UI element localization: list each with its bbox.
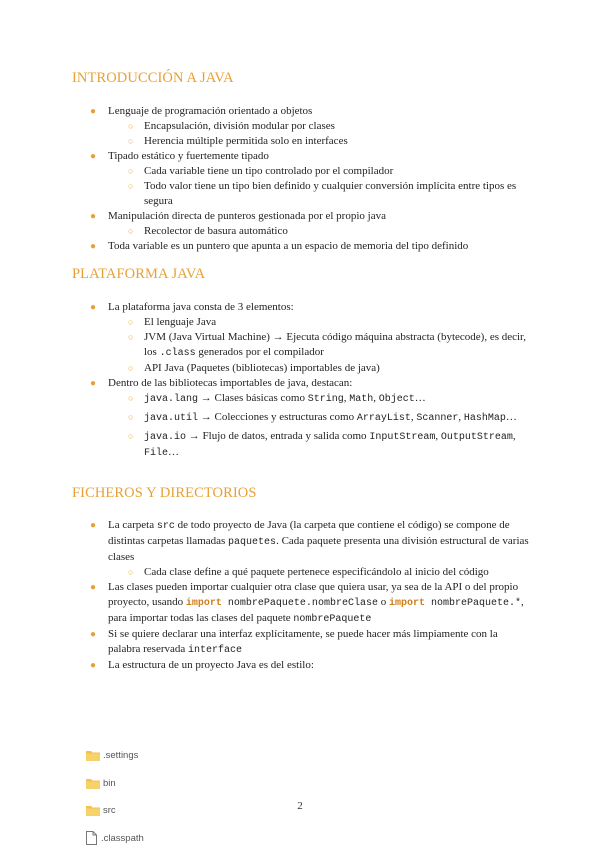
circle-bullet-icon: ○ <box>128 567 134 577</box>
bullet-icon: ● <box>90 629 97 640</box>
circle-bullet-icon: ○ <box>128 166 134 176</box>
circle-bullet-icon: ○ <box>128 332 134 342</box>
circle-bullet-icon: ○ <box>128 226 134 236</box>
circle-bullet-icon: ○ <box>128 181 134 191</box>
circle-bullet-icon: ○ <box>128 363 134 373</box>
list-item: ● Tipado estático y fuertemente tipado ○ Cada variable tiene un tipo controlado por el compilador ○ Todo valor tiene un tipo bien definido y cualquier conversión implícita entre tipos es segura <box>72 149 532 209</box>
sub-list-item: ○ JVM (Java Virtual Machine) → Ejecuta código máquina abstracta (bytecode), es decir, los .class generados por el compilador <box>128 331 527 359</box>
tree-item-label: bin <box>103 778 116 789</box>
sub-list-item: ○ Recolector de basura automático <box>128 225 288 237</box>
tree-item-settings <box>86 750 138 761</box>
bullet-icon: ● <box>90 151 97 162</box>
section-title-intro: INTRODUCCIÓN A JAVA <box>72 70 234 86</box>
tree-item-bin <box>86 778 116 789</box>
list-item: ● Las clases pueden importar cualquier otra clase que quiera usar, ya sea de la API o del propio proyecto, usando import nombrePaquete.nombreClase o import nombrePaquete.*, para importar todas las clases del paquete nombrePaquete <box>90 581 524 625</box>
circle-bullet-icon: ○ <box>128 136 134 146</box>
bullet-icon: ● <box>90 241 97 252</box>
list-item: ● La estructura de un proyecto Java es del estilo: <box>90 659 314 671</box>
bullet-icon: ● <box>90 520 97 531</box>
list-item: ● Manipulación directa de punteros gestionada por el propio java ○ Recolector de basura automático <box>72 209 532 239</box>
tree-item-label: .classpath <box>101 832 144 844</box>
bullet-icon: ● <box>90 302 97 313</box>
sub-list-item: ○ Encapsulación, división modular por clases <box>128 120 335 132</box>
circle-bullet-icon: ○ <box>128 412 134 422</box>
section-title-files: FICHEROS Y DIRECTORIOS <box>72 485 257 501</box>
circle-bullet-icon: ○ <box>128 121 134 131</box>
list-item: ● Toda variable es un puntero que apunta a un espacio de memoria del tipo definido <box>90 240 469 252</box>
sub-list-item: ○ Herencia múltiple permitida solo en interfaces <box>128 135 348 147</box>
sub-list-item: ○ java.io → Flujo de datos, entrada y salida como InputStream, OutputStream, File… <box>128 430 516 459</box>
circle-bullet-icon: ○ <box>128 431 134 441</box>
circle-bullet-icon: ○ <box>128 317 134 327</box>
sub-list-item: ○ Cada clase define a qué paquete pertenece especificándolo al inicio del código <box>128 566 489 578</box>
sub-list-item: ○ java.util → Colecciones y estructuras como ArrayList, Scanner, HashMap… <box>128 411 517 424</box>
tree-item-label: src <box>103 805 116 816</box>
page-number: 2 <box>297 800 303 812</box>
list-item: ● La plataforma java consta de 3 elementos: ○ El lenguaje Java ○ JVM (Java Virtual Machine) → Ejecuta código máquina abstracta (bytecode), es decir, los .class generados por el compilador ○ API Java (Paquetes (bibliotecas) importables de java) <box>72 300 532 376</box>
list-item: ● La carpeta src de todo proyecto de Java (la carpeta que contiene el código) se compone de distintas carpetas llamadas paquetes. Cada paquete presenta una división estructural de varias clases ○ Cada clase define a qué paquete pertenece especificándolo al inicio del código <box>72 518 532 580</box>
circle-bullet-icon: ○ <box>128 393 134 403</box>
platform-list <box>72 300 532 461</box>
sub-list-item: ○ Cada variable tiene un tipo controlado por el compilador <box>128 165 394 177</box>
sub-list-item: ○ El lenguaje Java <box>128 316 217 328</box>
sub-list-item: ○ java.lang → Clases básicas como String, Math, Object… <box>128 392 426 405</box>
intro-list <box>72 104 532 254</box>
file-icon <box>86 831 97 845</box>
bullet-icon: ● <box>90 378 97 389</box>
list-item: ● Lenguaje de programación orientado a objetos ○ Encapsulación, división modular por clases ○ Herencia múltiple permitida solo en interfaces <box>72 104 532 149</box>
folder-icon <box>86 750 100 761</box>
tree-item-classpath <box>86 831 144 845</box>
bullet-icon: ● <box>90 106 97 117</box>
list-item: ● Si se quiere declarar una interfaz explícitamente, se puede hacer más limpiamente con la palabra reservada interface <box>90 628 498 656</box>
bullet-icon: ● <box>90 660 97 671</box>
bullet-icon: ● <box>90 211 97 222</box>
folder-icon <box>86 778 100 789</box>
sub-list-item: ○ API Java (Paquetes (bibliotecas) importables de java) <box>128 362 380 374</box>
section-title-platform: PLATAFORMA JAVA <box>72 266 206 282</box>
files-list <box>72 518 532 673</box>
bullet-icon: ● <box>90 582 97 593</box>
sub-list-item: ○ Todo valor tiene un tipo bien definido y cualquier conversión implícita entre tipos es segura <box>128 180 517 207</box>
list-item: ● Dentro de las bibliotecas importables de java, destacan: ○ java.lang → Clases básicas como String, Math, Object… ○ java.util → Colecciones y estructuras como ArrayList, Scanner, HashMap… ○ java.io → Flujo de datos, entrada y salida como InputStream, OutputStream, File… <box>72 376 532 461</box>
tree-item-label: .settings <box>103 750 139 761</box>
